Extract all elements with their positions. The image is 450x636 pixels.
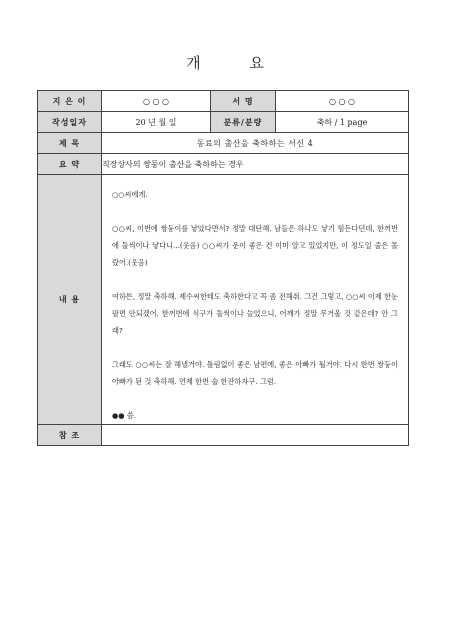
author-label: 지 은 이 [38,91,102,112]
date-row [38,112,409,133]
letter-signature: ●● 씀. [112,411,137,420]
letter-paragraph-3: 그래도 ○○씨는 잘 해낼거야. 틀림없이 좋은 남편에, 좋은 아빠가 될거야. 다시 한번 쌍둥이 아빠가 된 것 축하해. 언제 한번 술 한잔하자구. 그럼. [112,360,398,386]
letter-paragraph-1: ○○씨, 이번에 쌍둥이를 낳았다면서? 정말 대단해. 남들은 하나도 낳기 힘든다던데, 한꺼번에 둘씩이나 낳다니...(웃음) ○○씨가 운이 좋은 건 이미 알고 있었지만, 이 정도일 줄은 몰랐어.(웃음) [112,224,398,267]
letter-paragraph-2: 여하튼, 정말 축하해. 제수씨한테도 축하한다고 꼭 좀 전해줘. 그건 그렇고, ○○씨 이제 한눈팔면 안되겠어. 한꺼번에 식구가 둘씩이나 늘었으니, 어깨가 정말 무거울 것 같은데? 안 그래? [112,292,398,335]
letter-body [102,175,408,424]
category-value: 축하 / 1 page [276,112,409,133]
reference-row [38,425,409,446]
content-cell [102,175,409,425]
document-title: 동료의 출산을 축하하는 서신 4 [102,133,409,154]
author-row [38,91,409,112]
summary-row [38,154,409,175]
page-title: 개 요 [186,54,286,72]
author-value: ○ ○ ○ [102,91,211,112]
summary-label: 요 약 [38,154,102,175]
content-row [38,175,409,425]
summary-value: 직장상사의 쌍둥이 출산을 축하하는 경우 [102,154,409,175]
date-value: 20 년 월 일 [102,112,211,133]
date-label: 작성일자 [38,112,102,133]
document-form [37,90,409,446]
letter-greeting: ○○씨에게. [112,190,148,199]
title-row [38,133,409,154]
title-label: 제 목 [38,133,102,154]
category-label: 분류/분량 [211,112,276,133]
content-label: 내 용 [38,175,102,425]
name-label: 서 명 [211,91,276,112]
name-value: ○ ○ ○ [276,91,409,112]
reference-label: 참 조 [38,425,102,446]
reference-value [102,425,409,446]
